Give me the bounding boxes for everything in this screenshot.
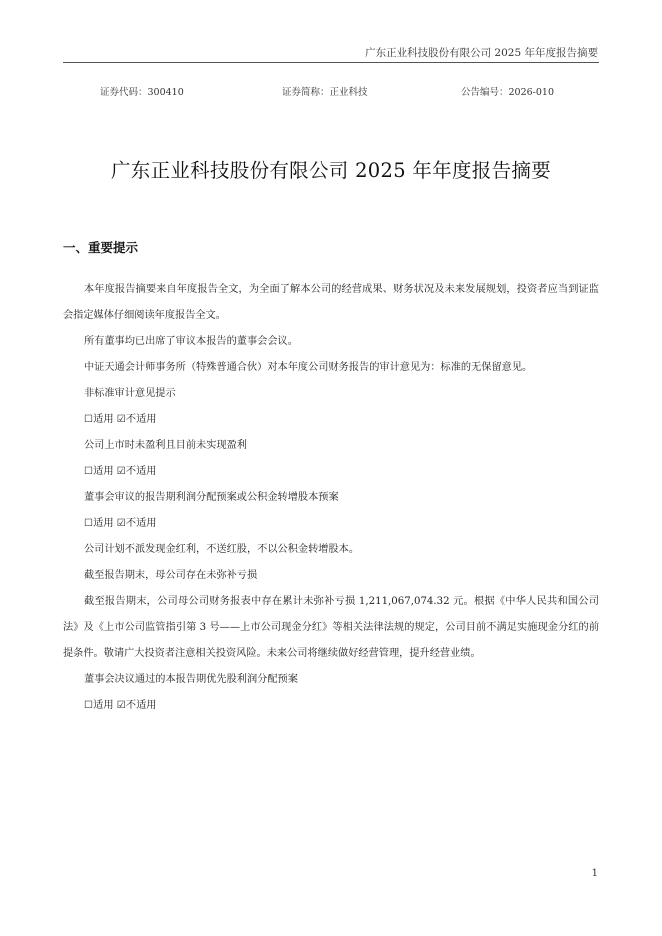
paragraph: 截至报告期末，公司母公司财务报表中存在累计未弥补亏损 1,211,067,074.32 元。根据《中华人民共和国公司法》及《上市公司监管指引第 3 号——上市公司现金分红》等相关法律法规的规定，公司目前不满足实施现金分红的前提条件。敬请广大投资者注意相关投资风险。未来公司将继续做好经营管理，提升经营业绩。 bbox=[63, 596, 599, 659]
checkbox-option-line: ☐适用 ☑不适用 bbox=[84, 700, 157, 711]
paragraph: 所有董事均已出席了审议本报告的董事会会议。 bbox=[84, 336, 298, 347]
paragraph: 非标准审计意见提示 bbox=[84, 388, 176, 399]
checkbox-option-line: ☐适用 ☑不适用 bbox=[84, 414, 157, 425]
stock-abbreviation: 证券简称：正业科技 bbox=[282, 87, 368, 98]
paragraph: 截至报告期末，母公司存在未弥补亏损 bbox=[84, 570, 258, 581]
running-header: 广东正业科技股份有限公司 2025 年年度报告摘要 bbox=[365, 47, 598, 59]
page-number: 1 bbox=[591, 868, 598, 879]
paragraph: 中证天通会计师事务所（特殊普通合伙）对本年度公司财务报告的审计意见为：标准的无保留意见。 bbox=[84, 362, 533, 373]
announcement-number: 公告编号：2026-010 bbox=[461, 87, 555, 98]
paragraph: 董事会决议通过的本报告期优先股利润分配预案 bbox=[84, 674, 298, 685]
stock-code: 证券代码：300410 bbox=[100, 87, 184, 98]
checkbox-option-line: ☐适用 ☑不适用 bbox=[84, 518, 157, 529]
section-heading: 一、重要提示 bbox=[63, 240, 139, 255]
paragraph: 公司上市时未盈利且目前未实现盈利 bbox=[84, 440, 247, 451]
checkbox-option-line: ☐适用 ☑不适用 bbox=[84, 466, 157, 477]
paragraph: 董事会审议的报告期利润分配预案或公积金转增股本预案 bbox=[84, 492, 339, 503]
header-divider bbox=[63, 62, 599, 63]
document-title: 广东正业科技股份有限公司 2025 年年度报告摘要 bbox=[110, 159, 552, 182]
paragraph: 本年度报告摘要来自年度报告全文，为全面了解本公司的经营成果、财务状况及未来发展规划，投资者应当到证监会指定媒体仔细阅读年度报告全文。 bbox=[63, 284, 599, 321]
paragraph: 公司计划不派发现金红利，不送红股，不以公积金转增股本。 bbox=[84, 544, 360, 555]
body-text bbox=[63, 277, 599, 719]
